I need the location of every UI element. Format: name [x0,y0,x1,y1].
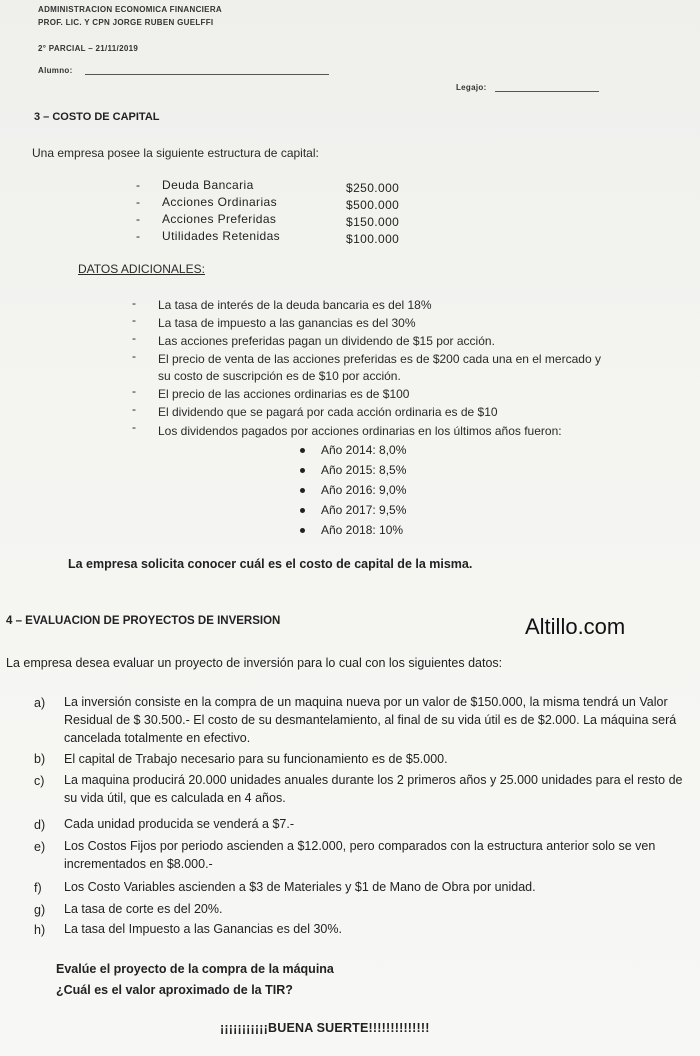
watermark: Altillo.com [525,614,626,639]
dividend-text: Año 2014: 8,0% [321,443,407,457]
item-letter: d) [34,818,46,832]
additional-item: El precio de las acciones ordinarias es de $100 [158,387,410,401]
section-4-intro: La empresa desea evaluar un proyecto de inversión para lo cual con los siguientes datos: [6,656,503,670]
bullet-icon [300,528,305,533]
project-item: La inversión consiste en la compra de un maquina nueva por un valor de $150.000, la misma tendrá un Valor Residual de $ 30.500.- El costo de su desmantelamiento, al final de su vida útil es de $2.000. La máquina será cancelada totalmente en efectivo. [64,695,677,745]
capital-item-amount: $250.000 [346,181,400,195]
additional-item: Los dividendos pagados por acciones ordinarias en los últimos años fueron: [158,424,562,438]
item-letter: h) [34,923,46,937]
item-letter: a) [34,696,46,710]
additional-item: Las acciones preferidas pagan un dividendo de $15 por acción. [158,334,495,348]
section-4-question-2: ¿Cuál es el valor aproximado de la TIR? [56,983,293,997]
capital-item-name: Utilidades Retenidas [162,229,281,243]
student-field[interactable] [38,66,329,75]
project-item: La tasa del Impuesto a las Ganancias es del 30%. [64,922,342,936]
dash-marker: - [132,313,136,327]
section-3-question: La empresa solicita conocer cuál es el costo de capital de la misma. [68,557,473,571]
student-label: Alumno: [38,66,73,75]
legajo-line [495,91,599,92]
project-item: Los Costo Variables ascienden a $3 de Materiales y $1 de Mano de Obra por unidad. [64,880,536,894]
additional-item: El dividendo que se pagará por cada acción ordinaria es de $10 [158,405,498,419]
legajo-field[interactable] [456,83,599,92]
dividend-text: Año 2018: 10% [321,523,404,537]
section-3-title: 3 – COSTO DE CAPITAL [34,111,160,123]
project-item: El capital de Trabajo necesario para su funcionamiento es de $5.000. [64,752,448,766]
dash-marker: - [132,402,136,416]
bullet-icon [300,488,305,493]
section-4-title: 4 – EVALUACION DE PROYECTOS DE INVERSION [6,615,281,627]
item-letter: b) [34,752,46,766]
project-item: La tasa de corte es del 20%. [64,902,223,916]
project-item: La maquina producirá 20.000 unidades anuales durante los 2 primeros años y 25.000 unidades para el resto de su vida útil, que es calculada en 4 años. [64,773,683,805]
additional-item: El precio de venta de las acciones preferidas es de $200 cada una en el mercado y [158,352,601,366]
dash-marker: - [136,178,140,192]
item-letter: c) [34,774,45,788]
dash-marker: - [136,195,140,209]
dividend-item [300,503,406,517]
dividend-item [300,523,403,537]
dash-marker: - [136,212,140,226]
dash-marker: - [132,384,136,398]
dash-marker: - [132,420,136,434]
dividend-text: Año 2015: 8,5% [321,463,407,477]
item-letter: g) [34,903,46,917]
capital-item-name: Acciones Preferidas [162,212,277,226]
bullet-icon [300,468,305,473]
capital-item-amount: $500.000 [346,198,400,212]
project-item: Los Costos Fijos por periodo ascienden a $12.000, pero comparados con la estructura anterior solo se ven incrementados en $8.000.- [64,839,656,871]
dividend-text: Año 2017: 9,5% [321,503,407,517]
dividend-item [300,483,406,497]
capital-item-name: Acciones Ordinarias [162,195,277,209]
dividend-item [300,463,406,477]
additional-data-title: DATOS ADICIONALES: [78,262,205,276]
additional-item: La tasa de impuesto a las ganancias es del 30% [158,316,416,330]
capital-item-amount: $150.000 [346,215,400,229]
legajo-label: Legajo: [456,83,487,92]
dash-marker: - [136,229,140,243]
dividend-text: Año 2016: 9,0% [321,483,407,497]
subject-name: ADMINISTRACION ECONOMICA FINANCIERA [38,5,222,14]
capital-item-name: Deuda Bancaria [162,178,254,192]
project-item: Cada unidad producida se venderá a $7.- [64,817,295,831]
dash-marker: - [132,331,136,345]
section-3-intro: Una empresa posee la siguiente estructura de capital: [32,146,319,160]
item-letter: e) [34,840,46,854]
exam-title: 2° PARCIAL – 21/11/2019 [38,44,139,53]
item-letter: f) [34,881,42,895]
student-line [85,74,329,75]
bullet-icon [300,448,305,453]
professor-name: PROF. LIC. Y CPN JORGE RUBEN GUELFFI [38,18,214,27]
dividend-item [300,443,406,457]
capital-item-amount: $100.000 [346,232,400,246]
bullet-icon [300,508,305,513]
additional-item: La tasa de interés de la deuda bancaria es del 18% [158,298,432,312]
additional-item-continued: su costo de suscripción es de $10 por acción. [158,369,401,383]
closing-message: ¡¡¡¡¡¡¡¡¡¡¡BUENA SUERTE!!!!!!!!!!!!!! [220,1021,430,1035]
dash-marker: - [132,349,136,363]
dash-marker: - [132,296,136,310]
section-4-question-1: Evalúe el proyecto de la compra de la máquina [56,962,334,976]
